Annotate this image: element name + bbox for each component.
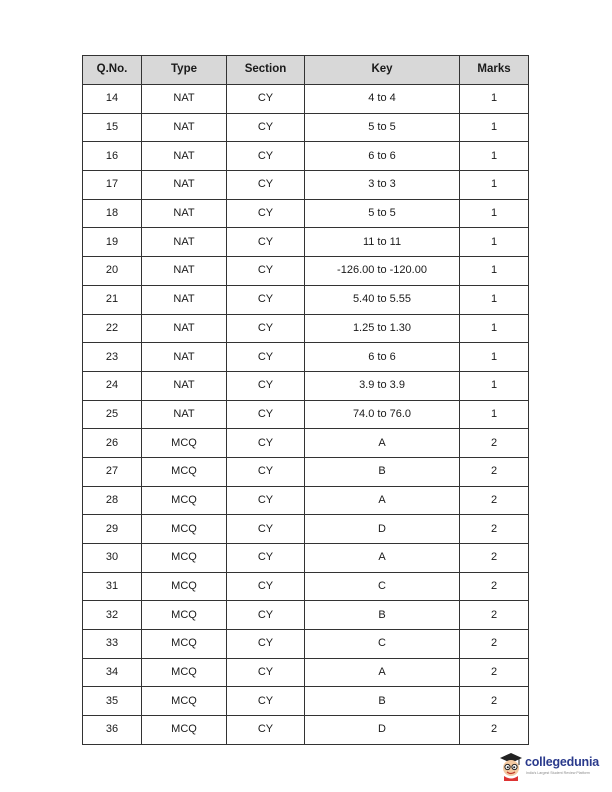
- table-row: [83, 687, 529, 716]
- cell-section: CY: [227, 142, 305, 171]
- cell-qno: 22: [83, 314, 142, 343]
- cell-section: CY: [227, 630, 305, 659]
- cell-qno: 25: [83, 400, 142, 429]
- cell-marks: 2: [460, 486, 529, 515]
- table-row: [83, 113, 529, 142]
- cell-type: NAT: [142, 400, 227, 429]
- cell-type: NAT: [142, 257, 227, 286]
- cell-key: A: [305, 429, 460, 458]
- cell-qno: 27: [83, 457, 142, 486]
- cell-key: 5.40 to 5.55: [305, 285, 460, 314]
- cell-section: CY: [227, 658, 305, 687]
- cell-marks: 2: [460, 658, 529, 687]
- cell-section: CY: [227, 572, 305, 601]
- header-type: Type: [142, 56, 227, 85]
- cell-marks: 2: [460, 601, 529, 630]
- cell-type: NAT: [142, 343, 227, 372]
- cell-section: CY: [227, 257, 305, 286]
- cell-marks: 1: [460, 142, 529, 171]
- cell-qno: 20: [83, 257, 142, 286]
- table-row: [83, 85, 529, 114]
- brand-tagline: India's Largest Student Review Platform: [526, 771, 590, 775]
- cell-section: CY: [227, 429, 305, 458]
- table-row: [83, 457, 529, 486]
- table-row: [83, 285, 529, 314]
- cell-section: CY: [227, 343, 305, 372]
- cell-marks: 2: [460, 687, 529, 716]
- cell-qno: 14: [83, 85, 142, 114]
- table-row: [83, 199, 529, 228]
- cell-qno: 17: [83, 171, 142, 200]
- cell-marks: 1: [460, 314, 529, 343]
- cell-key: C: [305, 630, 460, 659]
- cell-key: D: [305, 716, 460, 745]
- cell-type: NAT: [142, 199, 227, 228]
- cell-marks: 1: [460, 400, 529, 429]
- cell-marks: 2: [460, 429, 529, 458]
- cell-section: CY: [227, 515, 305, 544]
- cell-type: MCQ: [142, 658, 227, 687]
- cell-qno: 31: [83, 572, 142, 601]
- cell-section: CY: [227, 314, 305, 343]
- cell-section: CY: [227, 171, 305, 200]
- cell-key: 6 to 6: [305, 142, 460, 171]
- cell-type: MCQ: [142, 457, 227, 486]
- cell-key: A: [305, 544, 460, 573]
- cell-section: CY: [227, 601, 305, 630]
- table-row: [83, 228, 529, 257]
- table-row: [83, 400, 529, 429]
- cell-marks: 2: [460, 457, 529, 486]
- cell-key: 5 to 5: [305, 113, 460, 142]
- cell-type: NAT: [142, 285, 227, 314]
- cell-type: MCQ: [142, 630, 227, 659]
- cell-type: MCQ: [142, 687, 227, 716]
- cell-key: B: [305, 601, 460, 630]
- header-marks: Marks: [460, 56, 529, 85]
- table-row: [83, 515, 529, 544]
- table-row: [83, 343, 529, 372]
- cell-section: CY: [227, 199, 305, 228]
- cell-section: CY: [227, 371, 305, 400]
- cell-marks: 1: [460, 371, 529, 400]
- cell-type: MCQ: [142, 601, 227, 630]
- cell-key: C: [305, 572, 460, 601]
- cell-section: CY: [227, 687, 305, 716]
- table-row: [83, 142, 529, 171]
- cell-type: MCQ: [142, 572, 227, 601]
- cell-marks: 2: [460, 630, 529, 659]
- cell-qno: 28: [83, 486, 142, 515]
- cell-qno: 34: [83, 658, 142, 687]
- cell-section: CY: [227, 544, 305, 573]
- cell-qno: 30: [83, 544, 142, 573]
- cell-key: A: [305, 658, 460, 687]
- cell-qno: 32: [83, 601, 142, 630]
- cell-section: CY: [227, 400, 305, 429]
- cell-key: 3.9 to 3.9: [305, 371, 460, 400]
- cell-type: MCQ: [142, 515, 227, 544]
- cell-key: -126.00 to -120.00: [305, 257, 460, 286]
- cell-key: B: [305, 687, 460, 716]
- cell-section: CY: [227, 716, 305, 745]
- table-row: [83, 486, 529, 515]
- cell-section: CY: [227, 457, 305, 486]
- cell-key: 4 to 4: [305, 85, 460, 114]
- cell-section: CY: [227, 85, 305, 114]
- cell-section: CY: [227, 285, 305, 314]
- table-row: [83, 314, 529, 343]
- cell-type: NAT: [142, 113, 227, 142]
- cell-marks: 1: [460, 285, 529, 314]
- cell-qno: 23: [83, 343, 142, 372]
- cell-type: NAT: [142, 314, 227, 343]
- cell-section: CY: [227, 228, 305, 257]
- cell-type: MCQ: [142, 429, 227, 458]
- cell-section: CY: [227, 113, 305, 142]
- cell-type: MCQ: [142, 716, 227, 745]
- cell-key: D: [305, 515, 460, 544]
- cell-type: NAT: [142, 142, 227, 171]
- cell-type: NAT: [142, 85, 227, 114]
- cell-key: 5 to 5: [305, 199, 460, 228]
- header-section: Section: [227, 56, 305, 85]
- cell-type: MCQ: [142, 486, 227, 515]
- cell-qno: 18: [83, 199, 142, 228]
- table-row: [83, 601, 529, 630]
- cell-qno: 24: [83, 371, 142, 400]
- table-row: [83, 544, 529, 573]
- header-qno: Q.No.: [83, 56, 142, 85]
- answer-key-table: [82, 55, 529, 745]
- table-row: [83, 171, 529, 200]
- table-row: [83, 716, 529, 745]
- cell-marks: 2: [460, 515, 529, 544]
- cell-qno: 19: [83, 228, 142, 257]
- cell-qno: 33: [83, 630, 142, 659]
- cell-marks: 2: [460, 572, 529, 601]
- cell-qno: 26: [83, 429, 142, 458]
- table-row: [83, 257, 529, 286]
- cell-qno: 16: [83, 142, 142, 171]
- cell-marks: 1: [460, 228, 529, 257]
- cell-qno: 21: [83, 285, 142, 314]
- cell-key: 3 to 3: [305, 171, 460, 200]
- cell-qno: 15: [83, 113, 142, 142]
- cell-marks: 2: [460, 544, 529, 573]
- cell-key: B: [305, 457, 460, 486]
- cell-marks: 1: [460, 257, 529, 286]
- cell-type: MCQ: [142, 544, 227, 573]
- cell-marks: 1: [460, 199, 529, 228]
- cell-type: NAT: [142, 228, 227, 257]
- cell-key: 1.25 to 1.30: [305, 314, 460, 343]
- cell-key: A: [305, 486, 460, 515]
- table-row: [83, 572, 529, 601]
- cell-type: NAT: [142, 371, 227, 400]
- cell-qno: 36: [83, 716, 142, 745]
- table-header-row: [83, 56, 529, 85]
- table-row: [83, 429, 529, 458]
- table-row: [83, 658, 529, 687]
- cell-marks: 1: [460, 343, 529, 372]
- cell-marks: 1: [460, 171, 529, 200]
- table-row: [83, 371, 529, 400]
- cell-key: 74.0 to 76.0: [305, 400, 460, 429]
- graduate-mascot-icon: [497, 751, 525, 781]
- cell-key: 6 to 6: [305, 343, 460, 372]
- cell-qno: 35: [83, 687, 142, 716]
- header-key: Key: [305, 56, 460, 85]
- cell-type: NAT: [142, 171, 227, 200]
- cell-marks: 1: [460, 113, 529, 142]
- cell-marks: 2: [460, 716, 529, 745]
- cell-qno: 29: [83, 515, 142, 544]
- table-row: [83, 630, 529, 659]
- collegedunia-logo: [497, 751, 603, 781]
- cell-marks: 1: [460, 85, 529, 114]
- cell-section: CY: [227, 486, 305, 515]
- brand-name: collegedunia: [525, 755, 600, 769]
- cell-key: 11 to 11: [305, 228, 460, 257]
